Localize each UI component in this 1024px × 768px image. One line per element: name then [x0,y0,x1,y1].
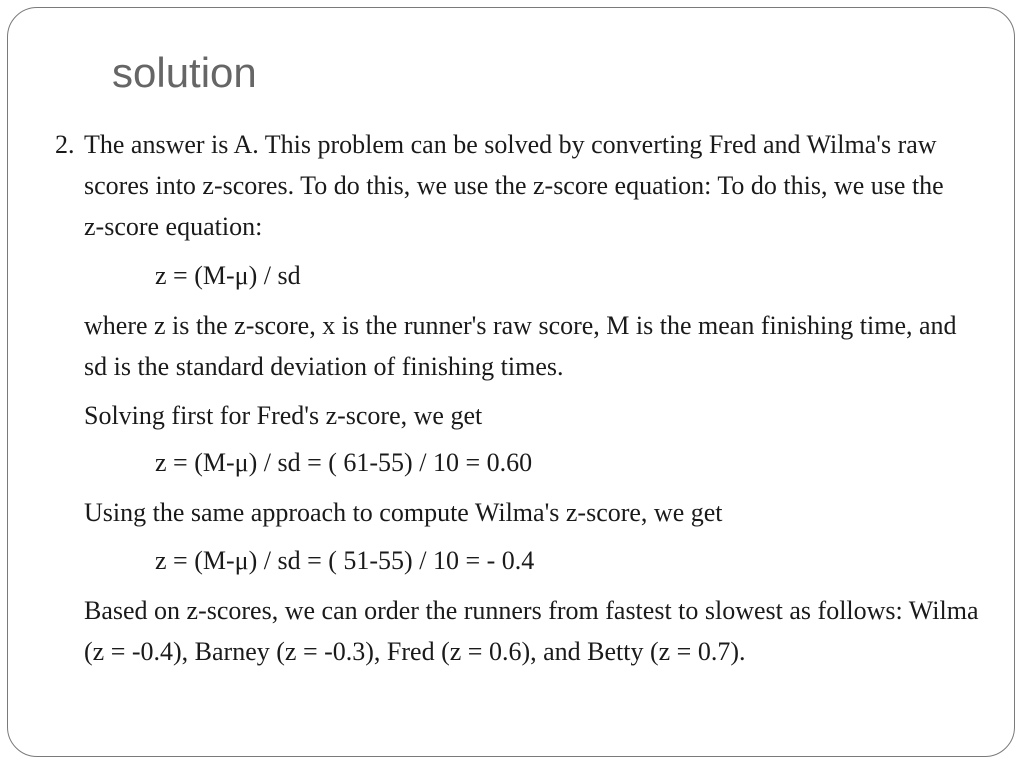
fred-equation: z = (M-μ) / sd = ( 61-55) / 10 = 0.60 [155,448,533,477]
slide-title: solution [112,49,257,96]
wilma-equation: z = (M-μ) / sd = ( 51-55) / 10 = - 0.4 [155,546,535,575]
fred-intro-text: Solving first for Fred's z-score, we get [84,401,483,430]
wilma-intro-text: Using the same approach to compute Wilma's z-score, we get [84,498,723,527]
general-equation: z = (M-μ) / sd [155,261,301,290]
item-number: 2. [55,130,75,159]
conclusion-text: Based on z-scores, we can order the runners from fastest to slowest as follows: Wilma (z = -0.4), Barney (z = -0.3), Fred (z = 0.6), and Betty (z = 0.7). [84,596,979,666]
answer-intro-text: The answer is A. This problem can be solved by converting Fred and Wilma's raw scores into z-scores. To do this, we use the z-score equation: To do this, we use the z-score equation: [84,130,944,241]
definition-text: where z is the z-score, x is the runner's raw score, M is the mean finishing time, and sd is the standard deviation of finishing times. [84,311,957,381]
answer-paragraph [55,124,955,247]
